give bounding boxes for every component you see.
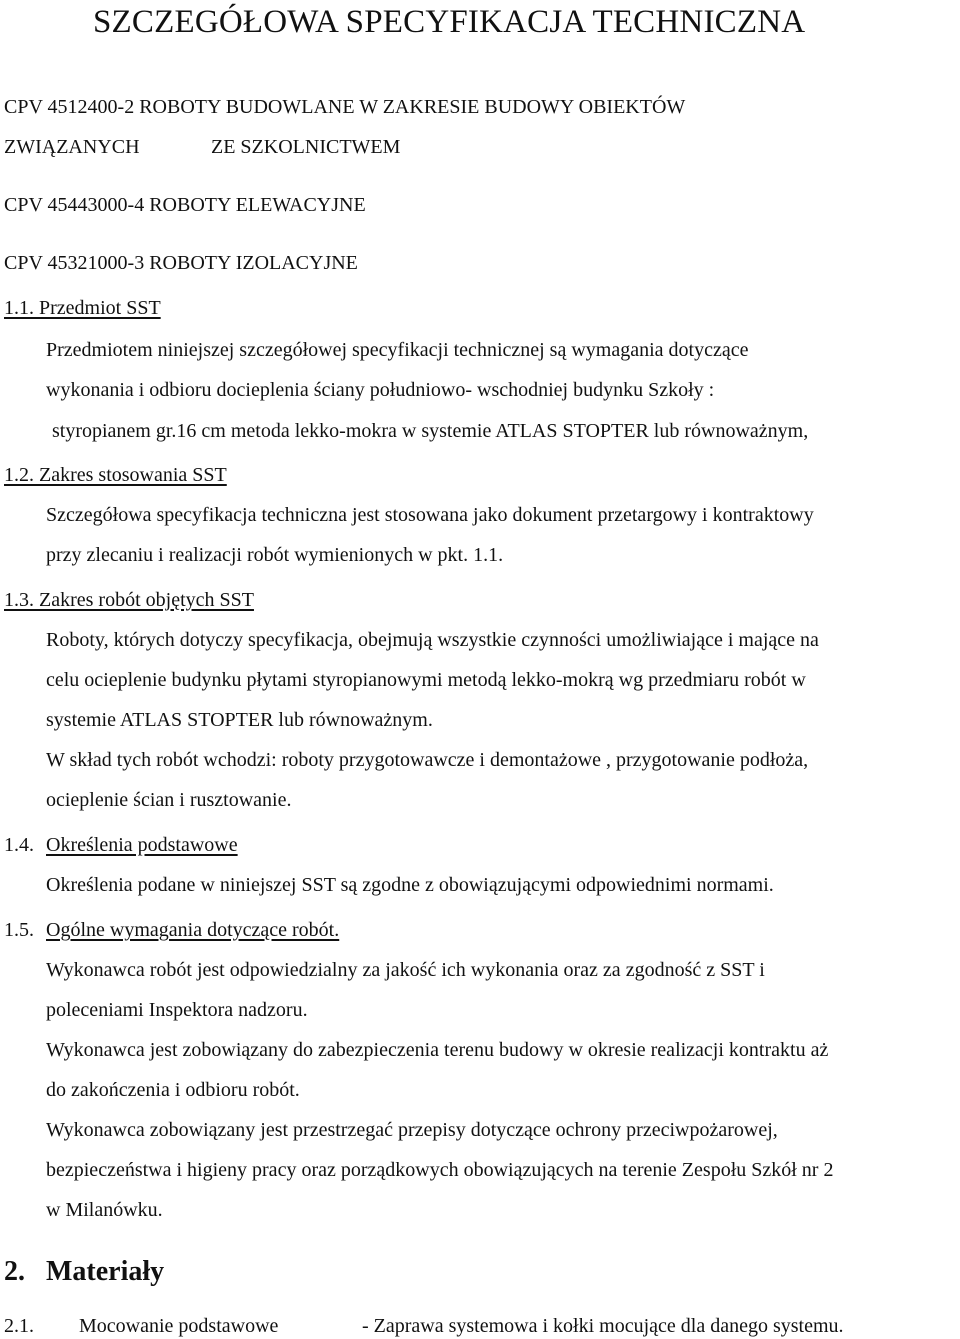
section-1-4-paragraph-line: Określenia podane w niniejszej SST są zgodne z obowiązującymi odpowiednimi normami.: [46, 874, 774, 896]
section-2-title: Materiały: [46, 1256, 165, 1287]
section-1-5-paragraph-line: poleceniami Inspektora nadzoru.: [46, 999, 308, 1021]
section-1-4-heading: [4, 832, 238, 858]
section-2-1-text: - Zaprawa systemowa i kołki mocujące dla danego systemu.: [362, 1315, 844, 1337]
section-1-1-paragraph-line: Przedmiotem niniejszej szczegółowej specyfikacji technicznej są wymagania dotyczące: [46, 339, 749, 361]
section-1-5-paragraph-line: w Milanówku.: [46, 1199, 163, 1221]
cpv-line-2: CPV 45443000-4 ROBOTY ELEWACYJNE: [4, 194, 366, 216]
section-1-2-paragraph-line: Szczegółowa specyfikacja techniczna jest stosowana jako dokument przetargowy i kontraktowy: [46, 504, 814, 526]
section-1-4-title: Określenia podstawowe: [46, 834, 238, 856]
section-1-4-number: 1.4.: [4, 834, 34, 856]
section-1-3-paragraph-line: ocieplenie ścian i rusztowanie.: [46, 789, 292, 811]
section-1-3-paragraph-line: W skład tych robót wchodzi: roboty przygotowawcze i demontażowe , przygotowanie podłoża,: [46, 749, 809, 771]
section-1-1-paragraph-line: wykonania i odbioru docieplenia ściany południowo- wschodniej budynku Szkoły :: [46, 379, 715, 401]
section-1-2-heading: 1.2. Zakres stosowania SST: [4, 464, 227, 486]
section-1-5-paragraph-line: do zakończenia i odbioru robót.: [46, 1079, 300, 1101]
section-1-1-heading: 1.1. Przedmiot SST: [4, 297, 161, 319]
section-1-3-paragraph-line: celu ocieplenie budynku płytami styropianowymi metodą lekko-mokrą wg przedmiaru robót w: [46, 669, 806, 691]
document-title: SZCZEGÓŁOWA SPECYFIKACJA TECHNICZNA: [93, 4, 806, 40]
cpv-line-1b-b: ZE SZKOLNICTWEM: [211, 136, 401, 158]
section-1-5-number: 1.5.: [4, 919, 34, 941]
section-2-heading: [4, 1255, 164, 1289]
section-2-number: 2.: [4, 1256, 25, 1287]
cpv-line-1: CPV 4512400-2 ROBOTY BUDOWLANE W ZAKRESIE BUDOWY OBIEKTÓW: [4, 96, 686, 118]
section-1-5-title: Ogólne wymagania dotyczące robót.: [46, 919, 340, 941]
section-1-1-paragraph-line: styropianem gr.16 cm metoda lekko-mokra w systemie ATLAS STOPTER lub równoważnym,: [52, 420, 809, 442]
cpv-line-1b-a: ZWIĄZANYCH: [4, 136, 140, 158]
section-1-3-heading: 1.3. Zakres robót objętych SST: [4, 589, 254, 611]
section-1-5-paragraph-line: bezpieczeństwa i higieny pracy oraz porządkowych obowiązujących na terenie Zespołu Szkół nr 2: [46, 1159, 834, 1181]
section-2-1-number: 2.1.: [4, 1315, 34, 1337]
section-1-3-paragraph-line: systemie ATLAS STOPTER lub równoważnym.: [46, 709, 433, 731]
cpv-line-3: CPV 45321000-3 ROBOTY IZOLACYJNE: [4, 252, 358, 274]
section-1-5-paragraph-line: Wykonawca zobowiązany jest przestrzegać przepisy dotyczące ochrony przeciwpożarowej,: [46, 1119, 778, 1141]
section-1-5-heading: [4, 917, 339, 943]
section-1-5-paragraph-line: Wykonawca jest zobowiązany do zabezpieczenia terenu budowy w okresie realizacji kontraktu aż: [46, 1039, 829, 1061]
section-2-1-label: Mocowanie podstawowe: [79, 1315, 279, 1337]
section-1-5-paragraph-line: Wykonawca robót jest odpowiedzialny za jakość ich wykonania oraz za zgodność z SST i: [46, 959, 765, 981]
section-1-3-paragraph-line: Roboty, których dotyczy specyfikacja, obejmują wszystkie czynności umożliwiające i mające na: [46, 629, 819, 651]
section-1-2-paragraph-line: przy zlecaniu i realizacji robót wymienionych w pkt. 1.1.: [46, 544, 504, 566]
